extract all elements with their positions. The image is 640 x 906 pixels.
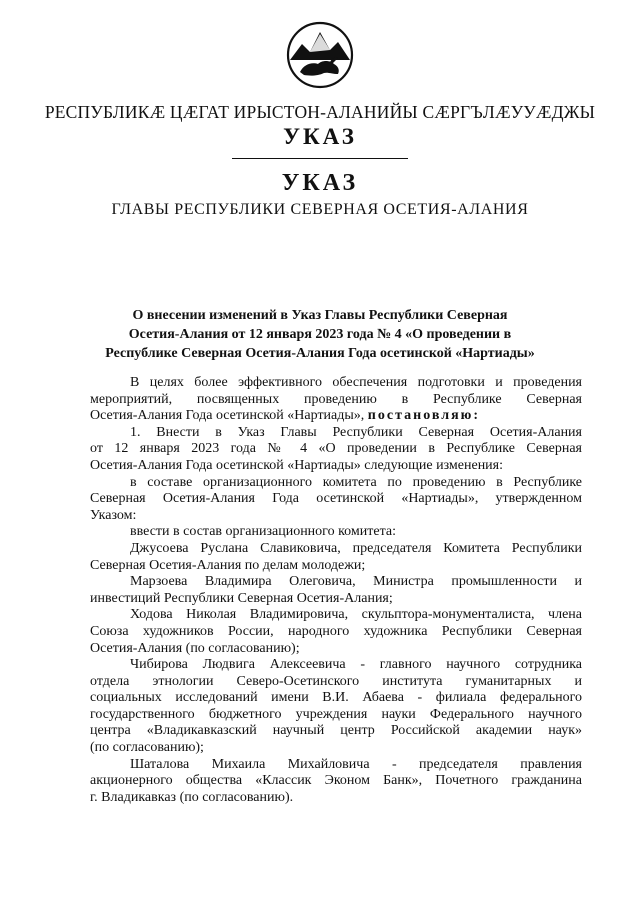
coat-of-arms-icon: [286, 20, 354, 90]
subject-line: Осетия-Алания от 12 января 2023 года № 4 «О проведении в: [128, 327, 512, 342]
body-line: Северная Осетия-Алания по делам молодежи;: [90, 557, 366, 573]
body-line: Союза художников России, народного художника Республики Северная: [90, 623, 582, 639]
body-line: Осетия-Алания (по согласованию);: [90, 640, 300, 656]
body-line: Чибирова Людвига Алексеевича - главного научного сотрудника: [130, 657, 582, 673]
header-divider: [232, 158, 408, 159]
body-line: государственного бюджетного учреждения науки Федерального научного: [90, 706, 582, 722]
body-line: в составе организационного комитета по проведению в Республике: [130, 474, 582, 490]
body-line: г. Владикавказ (по согласованию).: [90, 789, 294, 805]
ukaz-heading: УКАЗ: [281, 170, 359, 196]
body-line: социальных исследований имени В.И. Абаева - филиала федерального: [90, 690, 582, 706]
body-line: Осетия-Алания Года осетинской «Нартиады» следующие изменения:: [90, 457, 504, 473]
body-line: 1. Внести в Указ Главы Республики Северная Осетия-Алания: [130, 424, 582, 440]
head-title: ГЛАВЫ РЕСПУБЛИКИ СЕВЕРНАЯ ОСЕТИЯ-АЛАНИЯ: [111, 201, 529, 218]
body-line: [90, 408, 582, 425]
body-line: В целях более эффективного обеспечения подготовки и проведения: [130, 375, 582, 390]
decree-subject: [90, 306, 550, 363]
subject-line: О внесении изменений в Указ Главы Республики Северная: [132, 308, 508, 323]
resolution-word: постановляю:: [367, 408, 481, 424]
body-line: Ходова Николая Владимировича, скульптора-монументалиста, члена: [130, 607, 582, 623]
body-line: отдела этнологии Северо-Осетинского института гуманитарных и: [90, 673, 582, 689]
body-line: акционерного общества «Классик Эконом Банк», Почетного гражданина: [90, 773, 582, 789]
body-line: Указом:: [90, 507, 137, 523]
body-line: Шаталова Михаила Михайловича - председателя правления: [130, 756, 582, 772]
body-line: мероприятий, посвященных проведению в Республике Северная: [90, 391, 582, 407]
decree-body: [90, 375, 582, 806]
subject-line: Республике Северная Осетия-Алания Года осетинской «Нартиады»: [105, 346, 535, 361]
body-line: центра «Владикавказский научный центр Российской академии наук»: [90, 723, 582, 739]
ukaz-heading-ossetian: УКАЗ: [283, 124, 357, 149]
body-line: (по согласованию);: [90, 740, 204, 756]
body-line: инвестиций Республики Северная Осетия-Алания;: [90, 590, 393, 606]
ossetian-title: РЕСПУБЛИКӔ ЦӔГАТ ИРЫСТОН-АЛАНИЙЫ СӔРГЪЛӔУУӔДЖЫ: [44, 102, 596, 122]
body-line: Марзоева Владимира Олеговича, Министра промышленности и: [130, 574, 582, 590]
body-line: от 12 января 2023 года № 4 «О проведении в Республике Северная: [90, 441, 582, 457]
body-line: ввести в состав организационного комитета:: [130, 524, 396, 540]
body-line: Северная Осетия-Алания Года осетинской «Нартиады», утвержденном: [90, 491, 582, 507]
body-text: Осетия-Алания Года осетинской «Нартиады»,: [90, 408, 365, 424]
body-line: Джусоева Руслана Славиковича, председателя Комитета Республики: [130, 540, 582, 556]
